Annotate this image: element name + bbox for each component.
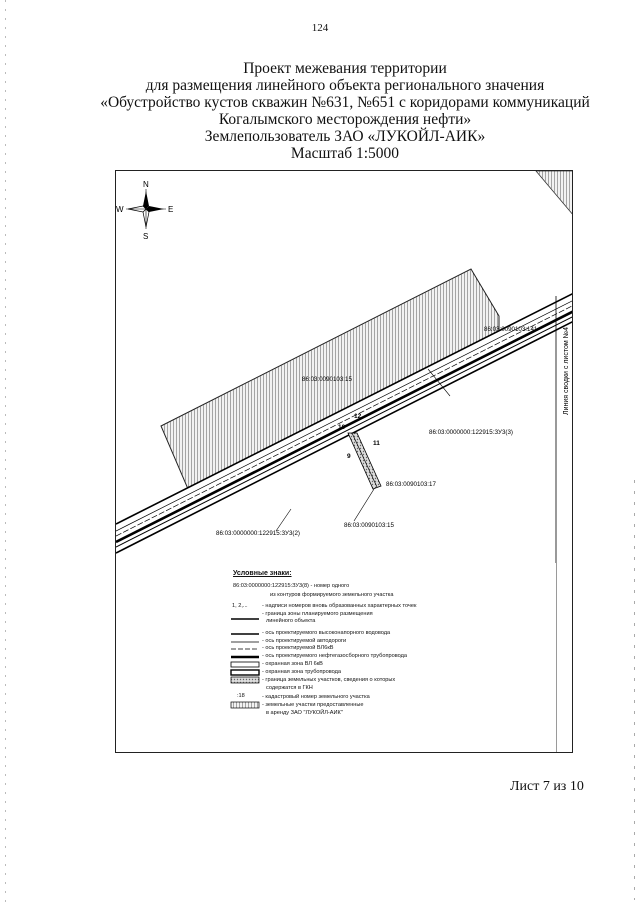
compass-rose xyxy=(116,180,173,241)
legend-item: из контуров формируемого земельного участка xyxy=(270,592,394,598)
legend-item: - граница земельных участков, сведения о которых xyxy=(262,677,396,683)
parcel-label: 86:03:0090103:141 xyxy=(484,326,538,333)
legend-item: - охранная зона трубопровода xyxy=(262,669,342,675)
compass-n: N xyxy=(143,180,149,189)
legend-item: - земельные участки предоставленные xyxy=(262,702,364,708)
parcel-label: 86:03:0090103:17 xyxy=(386,481,436,488)
point-label: 10 xyxy=(338,424,346,431)
legend-sample-points: 1, 2,... xyxy=(232,603,248,609)
legend-item: - ось проектируемого нефтегазосборного трубопровода xyxy=(262,653,407,659)
parcel-label: 86:03:0090103:15 xyxy=(302,376,352,383)
parcel-label: 86:03:0090103:15 xyxy=(344,522,394,529)
compass-s: S xyxy=(143,232,149,241)
scale-line: Масштаб 1:5000 xyxy=(290,145,400,162)
legend-item: - кадастровый номер земельного участка xyxy=(262,694,370,700)
legend-item: содержатся в ГКН xyxy=(266,685,313,691)
scan-edge-marks xyxy=(5,0,6,905)
legend-title: Условные знаки: xyxy=(233,570,292,577)
leader-line xyxy=(354,489,374,521)
title-line: Когалымского месторождения нефти» xyxy=(218,111,472,128)
legend-item: - ось проектируемого высоконапорного водовода xyxy=(262,630,391,636)
title-line: Землепользователь ЗАО «ЛУКОЙЛ-АИК» xyxy=(204,128,486,145)
corner-parcel xyxy=(536,171,573,216)
legend-item: - охранная зона ВЛ 6кВ xyxy=(262,661,323,667)
sheet-join-label: Линия сводки с листом №4 xyxy=(563,326,570,416)
title-line: «Обустройство кустов скважин №631, №651 с коридорами коммуникаций xyxy=(100,94,590,111)
title-line: Проект межевания территории xyxy=(243,60,447,77)
point-label: 11 xyxy=(373,440,380,447)
title-block xyxy=(80,60,610,162)
page-number: 124 xyxy=(311,22,329,34)
scan-edge-marks-right xyxy=(634,480,635,900)
title-line: для размещения линейного объекта регионального значения xyxy=(145,77,545,94)
map-frame xyxy=(115,170,573,753)
parcel-label: 86:03:0000000:122915:ЗУ3(2) xyxy=(216,530,300,537)
legend-item: - граница зоны планируемого размещения xyxy=(262,611,373,617)
sheet-number: Лист 7 из 10 xyxy=(510,779,584,794)
legend-item: линейного объекта xyxy=(266,618,316,624)
leader-line xyxy=(276,509,291,531)
point-label: 9 xyxy=(347,453,351,460)
legend-item: 86:03:0000000:122915:ЗУ3(8) - номер одного xyxy=(233,583,350,589)
compass-w: W xyxy=(116,205,124,214)
parcel-label: 86:03:0000000:122915:ЗУ3(3) xyxy=(429,429,513,436)
legend-item: - ось проектируемой ВЛ6кВ xyxy=(262,645,334,651)
legend-item: - надписи номеров вновь образованных характерных точек xyxy=(262,603,417,609)
legend-item: в аренду ЗАО "ЛУКОЙЛ-АИК" xyxy=(266,710,343,716)
legend-sample-cadastral: :18 xyxy=(237,693,245,699)
compass-e: E xyxy=(168,205,174,214)
map-drawing xyxy=(116,171,573,753)
point-label: 12 xyxy=(354,413,362,420)
legend-item: - ось проектируемой автодороги xyxy=(262,638,347,644)
